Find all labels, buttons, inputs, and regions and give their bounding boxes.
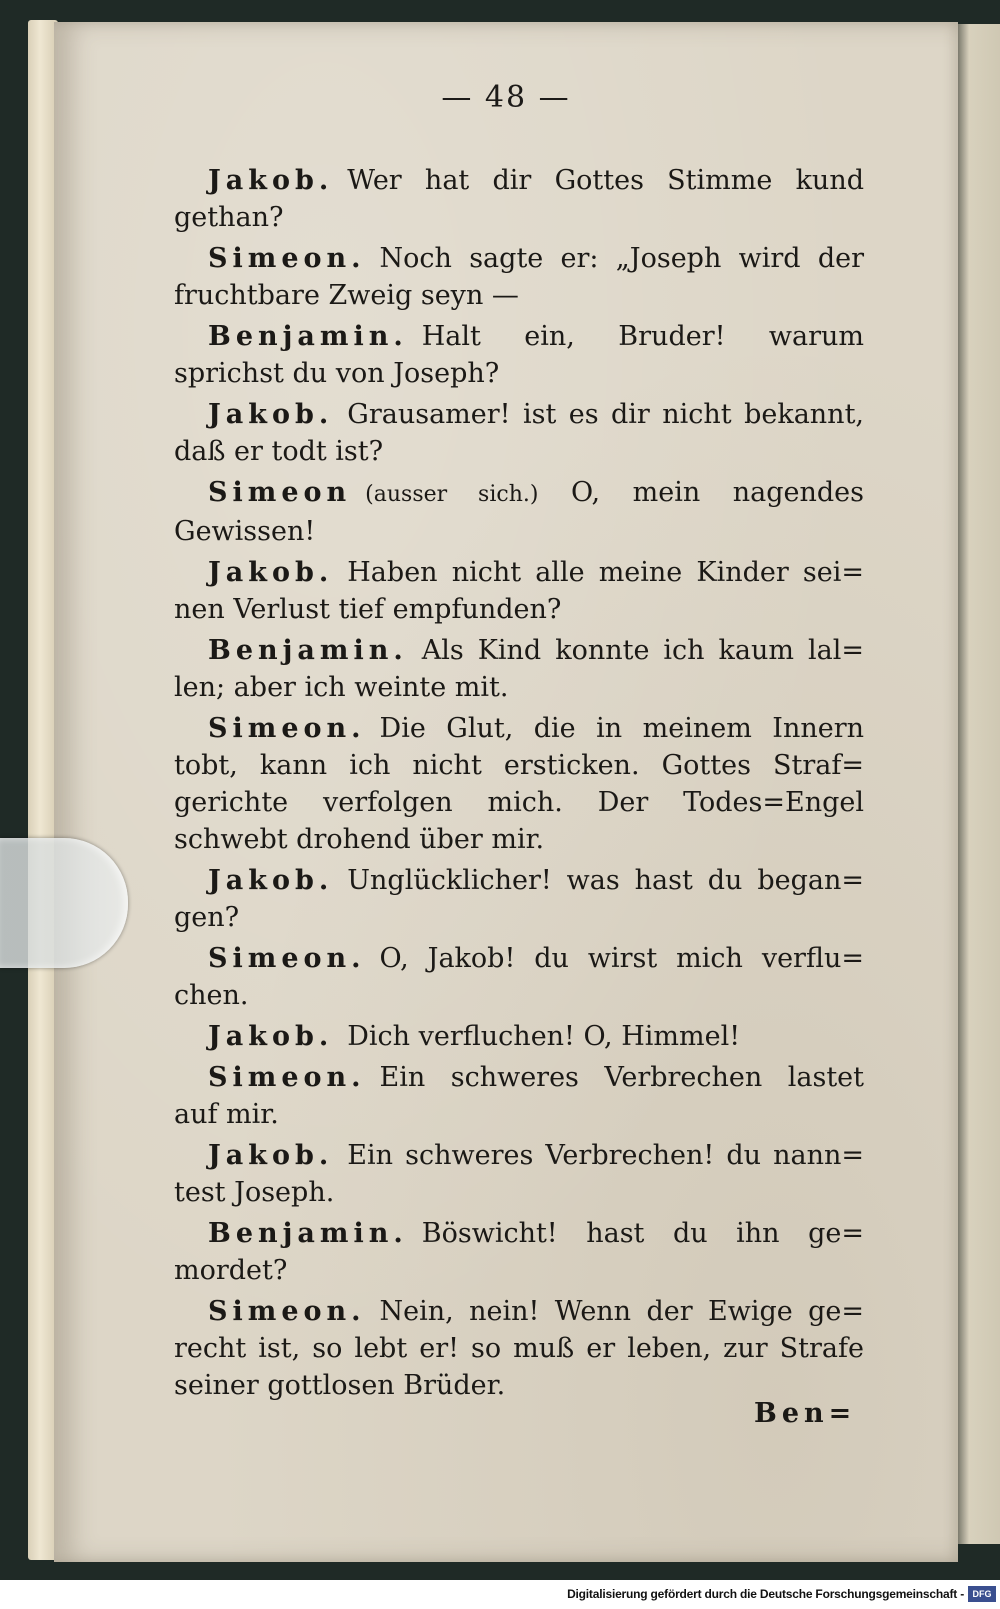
dialogue-line (174, 1215, 864, 1289)
line-text: Noch sagte er: „Joseph wird der fruchtbare Zweig seyn — (174, 243, 864, 311)
dialogue-line (174, 240, 864, 314)
dialogue-line (174, 1137, 864, 1211)
dialogue-line (174, 1293, 864, 1404)
speaker-name: Benjamin. (208, 635, 408, 666)
book-edge-right (956, 24, 1000, 1544)
line-text: Haben nicht alle meine Kinder sei= nen Verlust tief empfunden? (174, 557, 864, 625)
speaker-name: Simeon. (208, 1062, 366, 1093)
speaker-name: Jakob. (208, 557, 334, 588)
line-text: Die Glut, die in meinem Innern tobt, kann ich nicht ersticken. Gottes Straf= gerichte verfolgen mich. Der Todes=Engel schwebt drohend über mir. (174, 713, 864, 855)
catchword: Ben= (754, 1398, 857, 1429)
speaker-name: Benjamin. (208, 321, 408, 352)
speaker-name: Simeon. (208, 943, 366, 974)
line-text: Wer hat dir Gottes Stimme kund gethan? (174, 165, 864, 233)
line-text: O, mein nagendes Gewissen! (174, 477, 864, 547)
speaker-name: Simeon. (208, 1296, 366, 1327)
line-text: Ein schweres Verbrechen lastet auf mir. (174, 1062, 864, 1130)
dialogue-line (174, 554, 864, 628)
dialogue-line (174, 632, 864, 706)
line-text: Als Kind konnte ich kaum lal= len; aber ich weinte mit. (174, 635, 864, 703)
dialogue-line (174, 862, 864, 936)
speaker-name: Simeon (208, 477, 352, 508)
dialogue-line (174, 318, 864, 392)
line-text: Halt ein, Bruder! warum sprichst du von Joseph? (174, 321, 864, 389)
speaker-name: Simeon. (208, 243, 366, 274)
line-text: O, Jakob! du wirst mich verflu= chen. (174, 943, 864, 1011)
line-text: Dich verfluchen! O, Himmel! (347, 1021, 741, 1052)
dialogue-line (174, 474, 864, 550)
page-number: — 48 — (441, 80, 571, 115)
line-text: Grausamer! ist es dir nicht bekannt, daß er todt ist? (174, 399, 864, 467)
line-text: Ein schweres Verbrechen! du nann= test Joseph. (174, 1140, 864, 1208)
speaker-name: Jakob. (208, 1140, 334, 1171)
line-text: Unglücklicher! was hast du began= gen? (174, 865, 864, 933)
dialogue-line (174, 162, 864, 236)
book-page (54, 22, 958, 1562)
dialogue-line (174, 710, 864, 858)
speaker-name: Jakob. (208, 165, 334, 196)
stage-direction: (ausser sich.) (365, 482, 539, 507)
line-text: Böswicht! hast du ihn ge= mordet? (174, 1218, 864, 1286)
funding-credit: Digitalisierung gefördert durch die Deutsche Forschungsgemeinschaft - (567, 1587, 964, 1601)
speaker-name: Jakob. (208, 865, 334, 896)
dialogue-line (174, 940, 864, 1014)
dialogue-line (174, 1018, 864, 1055)
speaker-name: Simeon. (208, 713, 366, 744)
speaker-name: Jakob. (208, 1021, 334, 1052)
speaker-name: Jakob. (208, 399, 334, 430)
page-clip (0, 838, 128, 968)
line-text: Nein, nein! Wenn der Ewige ge= recht ist, so lebt er! so muß er leben, zur Strafe seiner gottlosen Brüder. (174, 1296, 864, 1401)
dialogue-text (174, 162, 864, 1408)
dialogue-line (174, 396, 864, 470)
dialogue-line (174, 1059, 864, 1133)
speaker-name: Benjamin. (208, 1218, 408, 1249)
dfg-logo: DFG (968, 1586, 996, 1602)
